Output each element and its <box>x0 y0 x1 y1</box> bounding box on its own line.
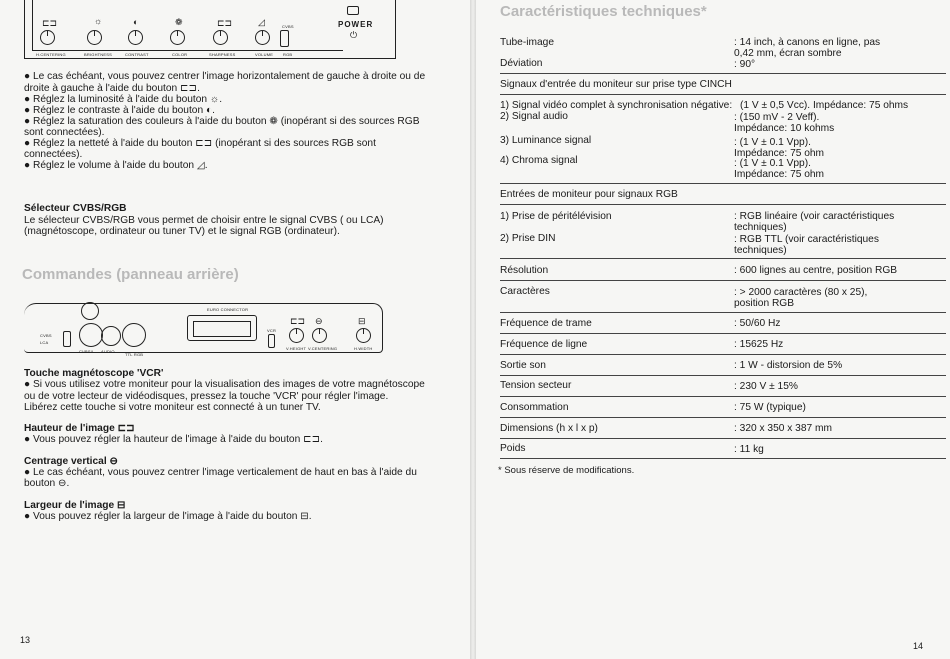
contrast-icon: ◐ <box>133 17 139 27</box>
label-sharpness: SHARPNESS <box>209 52 236 57</box>
vcr-label: VCR <box>267 328 277 333</box>
spec-label-consumption: Consommation <box>500 402 569 413</box>
bullet-h-centering: ● Le cas échéant, vous pouvez centrer l'image horizontalement de gauche à droite ou de <box>24 71 426 82</box>
divider <box>500 375 946 376</box>
power-label: POWER <box>338 20 374 29</box>
spec-label-deviation: Déviation <box>500 58 543 69</box>
spec-value-weight: : 11 kg <box>734 444 764 455</box>
divider <box>500 333 946 334</box>
divider <box>500 396 946 397</box>
cinch-label-audio: 2) Signal audio <box>500 111 568 122</box>
page-number-left: 13 <box>20 635 31 645</box>
rgb-value-scart-1: : RGB linéaire (voir caractéristiques <box>734 211 895 222</box>
color-knob[interactable] <box>170 30 185 45</box>
cvbs-label: CVBS <box>282 24 294 29</box>
spec-label-frame-rate: Fréquence de trame <box>500 318 592 329</box>
spec-value-deviation: : 90° <box>734 59 756 70</box>
bullet-color-cont: sont connectées). <box>24 127 105 138</box>
footnote: * Sous réserve de modifications. <box>498 465 635 476</box>
divider <box>500 183 946 184</box>
cinch-value-luminance-1: : (1 V ± 0.1 Vpp). <box>734 137 811 148</box>
sharpness-knob[interactable] <box>213 30 228 45</box>
v-height-icon: ⊏⊐ <box>290 316 306 326</box>
vcr-line-2: ou de votre lecteur de vidéodisques, pressez la touche 'VCR' pour régler l'image. <box>24 391 389 402</box>
divider <box>500 280 946 281</box>
h-centering-icon: ⊏⊐ <box>42 18 58 28</box>
rear-label-audio: AUDIO <box>101 349 115 354</box>
label-color: COLOR <box>172 52 188 57</box>
rear-panel-diagram <box>24 296 384 358</box>
spec-label-weight: Poids <box>500 443 526 454</box>
spec-label-line-rate: Fréquence de ligne <box>500 339 588 350</box>
v-centering-knob[interactable] <box>312 328 327 343</box>
height-line: ● Vous pouvez régler la hauteur de l'image à l'aide du bouton ⊏⊐. <box>24 434 323 445</box>
spec-value-tube-1: : 14 inch, à canons en ligne, pas <box>734 37 881 48</box>
spec-value-resolution: : 600 lignes au centre, position RGB <box>734 265 898 276</box>
vcr-line-1: ● Si vous utilisez votre moniteur pour la visualisation des images de votre magnétoscope <box>24 379 425 390</box>
rear-lca-label: LCA <box>40 340 49 345</box>
spec-value-voltage: : 230 V ± 15% <box>734 381 798 392</box>
bullet-brightness: ● Réglez la luminosité à l'aide du bouton ☼. <box>24 94 223 105</box>
rgb-label-din: 2) Prise DIN <box>500 233 556 244</box>
spec-label-dimensions: Dimensions (h x l x p) <box>500 423 598 434</box>
left-page <box>0 0 470 659</box>
rgb-header: Entrées de moniteur pour signaux RGB <box>500 189 678 200</box>
contrast-knob[interactable] <box>128 30 143 45</box>
ttl-rgb-jack[interactable] <box>122 323 146 347</box>
rear-label-cvbs: CVBS/L <box>79 349 95 354</box>
rear-label-ttl: TTL RGB <box>125 352 144 357</box>
bullet-h-centering-cont: droite à gauche à l'aide du bouton ⊏⊐. <box>24 83 200 94</box>
divider <box>500 73 946 74</box>
rear-label-h-width: H.WIDTH <box>354 346 373 351</box>
audio-jack-top[interactable] <box>81 302 99 320</box>
spec-value-tube-2: 0,42 mm, écran sombre <box>734 48 842 59</box>
right-page <box>476 0 950 659</box>
spec-value-sound: : 1 W - distorsion de 5% <box>734 360 843 371</box>
vcr-line-3: Libérez cette touche si votre moniteur est connecté à un tuner TV. <box>24 402 321 413</box>
cinch-value-chroma-2: Impédance: 75 ohm <box>734 169 825 180</box>
cinch-value-audio-2: Impédance: 10 kohms <box>734 123 835 134</box>
power-button-icon[interactable]: ⏻ <box>350 30 358 40</box>
divider <box>500 458 946 459</box>
brightness-knob[interactable] <box>87 30 102 45</box>
v-centering-icon: ⊖ <box>315 316 323 326</box>
divider <box>500 94 946 95</box>
selector-title: Sélecteur CVBS/RGB <box>24 203 127 214</box>
bullet-volume: ● Réglez le volume à l'aide du bouton ◿. <box>24 160 208 171</box>
cinch-label-luminance: 3) Luminance signal <box>500 135 592 146</box>
h-width-knob[interactable] <box>356 328 371 343</box>
front-panel-diagram <box>24 0 396 59</box>
rgb-label-scart: 1) Prise de péritélévision <box>500 211 612 222</box>
label-volume: VOLUME <box>255 52 274 57</box>
width-line: ● Vous pouvez régler la largeur de l'image à l'aide du bouton ⊟. <box>24 511 312 522</box>
divider <box>500 438 946 439</box>
euro-connector-label: EURO CONNECTOR <box>207 307 249 312</box>
vcr-title: Touche magnétoscope 'VCR' <box>24 368 164 379</box>
euro-connector[interactable] <box>187 315 257 341</box>
rgb-value-din-2: techniques) <box>734 245 787 256</box>
h-centering-knob[interactable] <box>40 30 55 45</box>
spec-value-dimensions: : 320 x 350 x 387 mm <box>734 423 832 434</box>
spec-label-sound: Sortie son <box>500 360 546 371</box>
label-rgb: RGB <box>283 52 293 57</box>
spec-label-voltage: Tension secteur <box>500 380 572 391</box>
divider <box>500 417 946 418</box>
sharpness-icon: ⊏⊐ <box>217 18 233 28</box>
cvbs-rgb-switch[interactable] <box>280 30 289 47</box>
v-height-knob[interactable] <box>289 328 304 343</box>
spec-label-resolution: Résolution <box>500 265 549 276</box>
rear-label-v-height: V.HEIGHT <box>286 346 307 351</box>
width-title: Largeur de l'image ⊟ <box>24 500 126 511</box>
label-contrast: CONTRAST <box>125 52 149 57</box>
audio-jack[interactable] <box>101 326 121 346</box>
divider <box>500 312 946 313</box>
cinch-value-luminance-2: Impédance: 75 ohm <box>734 148 825 159</box>
spec-value-characters-1: : > 2000 caractères (80 x 25), <box>734 287 868 298</box>
cinch-value-audio-1: : (150 mV - 2 Veff). <box>734 112 820 123</box>
rear-panel-title: Commandes (panneau arrière) <box>22 266 239 283</box>
cinch-value-video: (1 V ± 0,5 Vcc). Impédance: 75 ohms <box>740 100 909 111</box>
center-line-2: bouton ⊖. <box>24 478 70 489</box>
rear-cvbs-label: CVBS <box>40 333 52 338</box>
spec-value-frame-rate: : 50/60 Hz <box>734 318 781 329</box>
center-line-1: ● Le cas échéant, vous pouvez centrer l'image verticalement de haut en bas à l'aide du <box>24 467 417 478</box>
bullet-color: ● Réglez la saturation des couleurs à l'aide du bouton ❁ (inopérant si des sources RGB <box>24 116 420 127</box>
cvbs-lca-switch[interactable] <box>63 331 71 347</box>
spec-value-characters-2: position RGB <box>734 298 795 309</box>
divider <box>500 258 946 259</box>
label-brightness: BRIGHTNESS <box>84 52 113 57</box>
vcr-button[interactable] <box>268 334 275 348</box>
volume-icon: ◿ <box>258 17 265 27</box>
bullet-sharpness: ● Réglez la netteté à l'aide du bouton ⊏⊐ (inopérant si des sources RGB sont <box>24 138 376 149</box>
divider <box>500 204 946 205</box>
cinch-header: Signaux d'entrée du moniteur sur prise type CINCH <box>500 79 732 90</box>
height-title: Hauteur de l'image ⊏⊐ <box>24 423 135 434</box>
selector-line-1: Le sélecteur CVBS/RGB vous permet de choisir entre le signal CVBS ( ou LCA) <box>24 215 384 226</box>
spec-value-consumption: : 75 W (typique) <box>734 402 806 413</box>
brightness-icon: ☼ <box>94 16 103 26</box>
bullet-sharpness-cont: connectées). <box>24 149 83 160</box>
divider <box>500 354 946 355</box>
rgb-value-din-1: : RGB TTL (voir caractéristiques <box>734 234 879 245</box>
volume-knob[interactable] <box>255 30 270 45</box>
cinch-label-chroma: 4) Chroma signal <box>500 155 578 166</box>
spec-label-tube: Tube-image <box>500 37 554 48</box>
center-title: Centrage vertical ⊖ <box>24 456 119 467</box>
spec-value-line-rate: : 15625 Hz <box>734 339 784 350</box>
power-indicator <box>347 6 359 15</box>
specs-title: Caractéristiques techniques* <box>500 3 707 20</box>
cinch-label-video: 1) Signal vidéo complet à synchronisation négative: <box>500 100 733 111</box>
page-number-right: 14 <box>913 641 924 651</box>
h-width-icon: ⊟ <box>358 316 366 326</box>
selector-line-2: (magnétoscope, ordinateur ou tuner TV) et le signal RGB (ordinateur). <box>24 226 340 237</box>
cinch-value-chroma-1: : (1 V ± 0.1 Vpp). <box>734 158 811 169</box>
rear-label-v-centering: V.CENTERING <box>308 346 338 351</box>
spec-label-characters: Caractères <box>500 286 550 297</box>
bullet-contrast: ● Réglez le contraste à l'aide du bouton ◐. <box>24 105 215 116</box>
color-icon: ❁ <box>175 17 183 27</box>
label-h-centering: H.CENTERING <box>36 52 66 57</box>
cvbs-jack[interactable] <box>79 323 103 347</box>
rgb-value-scart-2: techniques) <box>734 222 787 233</box>
